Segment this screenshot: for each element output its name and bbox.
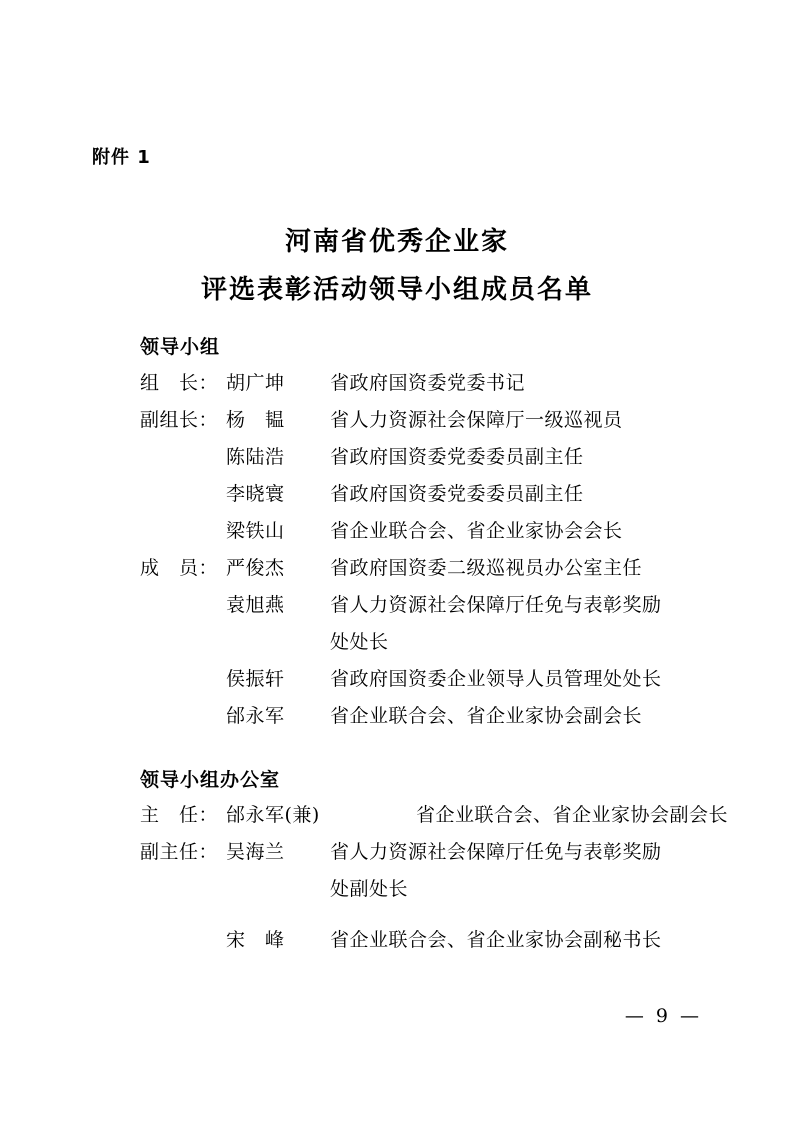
person-title: 省企业联合会、省企业家协会副会长 (416, 804, 729, 826)
table-row (140, 590, 760, 627)
roster-office (140, 800, 760, 962)
role-label: 副组长： (140, 409, 219, 431)
section-heading-office: 领导小组办公室 (140, 769, 281, 791)
person-name: 梁铁山 (226, 520, 285, 542)
person-title: 省政府国资委二级巡视员办公室主任 (330, 557, 643, 579)
table-row (140, 368, 760, 405)
roster-leading-group (140, 368, 760, 738)
table-row (140, 701, 760, 738)
person-title: 省政府国资委党委委员副主任 (330, 446, 584, 468)
table-row (140, 442, 760, 479)
table-row (140, 837, 760, 874)
table-row (140, 664, 760, 701)
title-line-1: 河南省优秀企业家 (284, 227, 509, 257)
person-title: 省政府国资委党委委员副主任 (330, 483, 584, 505)
table-row-continuation (140, 627, 760, 664)
person-name: 邰永军(兼) (226, 804, 320, 826)
table-row (140, 553, 760, 590)
role-label: 成 员： (140, 557, 219, 579)
person-name: 袁旭燕 (226, 594, 285, 616)
title-line-2: 评选表彰活动领导小组成员名单 (200, 275, 593, 305)
person-title: 省政府国资委党委书记 (330, 372, 526, 394)
person-name: 严俊杰 (226, 557, 285, 579)
document-title (0, 218, 794, 314)
person-name: 邰永军 (226, 705, 285, 727)
person-title: 省人力资源社会保障厅一级巡视员 (330, 409, 623, 431)
role-label: 主 任： (140, 804, 219, 826)
table-row (140, 479, 760, 516)
person-title: 省企业联合会、省企业家协会副秘书长 (330, 929, 662, 951)
table-row (140, 925, 760, 962)
table-row (140, 405, 760, 442)
table-row (140, 800, 760, 837)
person-name: 杨 韫 (226, 409, 285, 431)
person-title: 省人力资源社会保障厅任免与表彰奖励 (330, 841, 662, 863)
page-number: — 9 — (624, 1005, 702, 1027)
person-name: 吴海兰 (226, 841, 285, 863)
person-name: 李晓寰 (226, 483, 285, 505)
role-label: 副主任： (140, 841, 219, 863)
table-row-continuation (140, 874, 760, 911)
person-title: 省企业联合会、省企业家协会会长 (330, 520, 623, 542)
person-title: 处处长 (330, 631, 389, 653)
person-name: 侯振轩 (226, 668, 285, 690)
table-row (140, 516, 760, 553)
person-title: 省政府国资委企业领导人员管理处处长 (330, 668, 662, 690)
person-name: 宋 峰 (226, 929, 285, 951)
attachment-label: 附件 1 (92, 147, 151, 168)
person-name: 胡广坤 (226, 372, 285, 394)
person-title: 处副处长 (330, 878, 409, 900)
section-heading-leading-group: 领导小组 (140, 336, 221, 358)
person-name: 陈陆浩 (226, 446, 285, 468)
person-title: 省企业联合会、省企业家协会副会长 (330, 705, 643, 727)
role-label: 组 长： (140, 372, 219, 394)
person-title: 省人力资源社会保障厅任免与表彰奖励 (330, 594, 662, 616)
